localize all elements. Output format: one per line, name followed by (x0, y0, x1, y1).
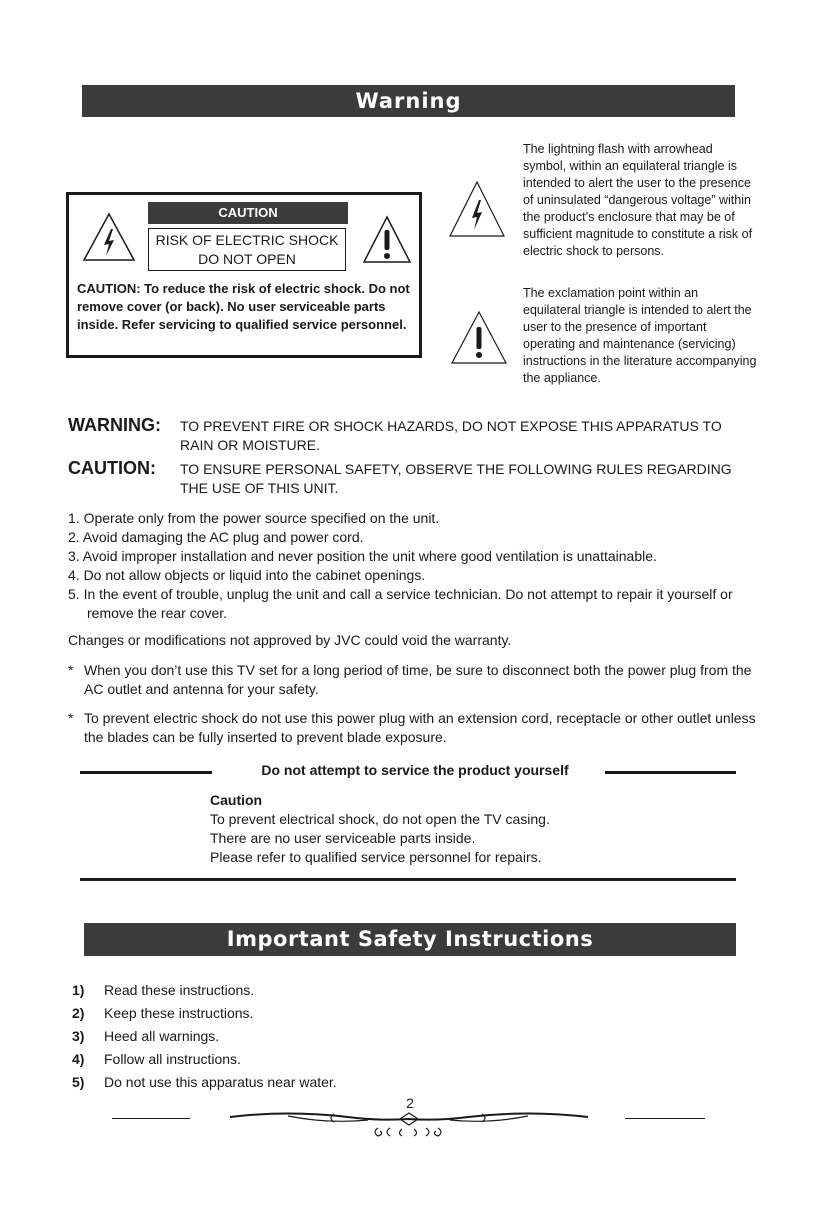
footer-line-right (625, 1118, 705, 1119)
note-text: To prevent electric shock do not use this power plug with an extension cord, receptacle or other outlet unless the blades can be fully inserted to prevent blade exposure. (84, 710, 756, 745)
instruction-number: 5) (72, 1074, 85, 1090)
safety-rules-list (68, 509, 768, 623)
caution-box-text: CAUTION: To reduce the risk of electric shock. Do not remove cover (or back). No user serviceable parts inside. Refer servicing to qualified service personnel. (77, 281, 410, 332)
instruction-number: 4) (72, 1051, 85, 1067)
page-number: 2 (406, 1095, 414, 1111)
safety-instructions-list (72, 979, 337, 1094)
note-item (68, 661, 758, 699)
instruction-item (72, 1048, 337, 1071)
warning-label: WARNING: (68, 415, 161, 435)
instruction-number: 2) (72, 1005, 85, 1021)
instruction-text: Follow all instructions. (104, 1051, 241, 1067)
instruction-item (72, 1025, 337, 1048)
risk-line-2: DO NOT OPEN (198, 251, 296, 267)
safety-title-bar (84, 923, 736, 956)
instruction-item (72, 1002, 337, 1025)
risk-line-1: RISK OF ELECTRIC SHOCK (155, 232, 339, 248)
service-caution-line: There are no user serviceable parts inside. (210, 830, 476, 846)
warning-title: Warning (355, 89, 462, 113)
rule-item: 1. Operate only from the power source specified on the unit. (68, 510, 440, 526)
caution-label: CAUTION: (68, 458, 156, 478)
rule-item: 3. Avoid improper installation and never position the unit where good ventilation is unattainable. (68, 548, 657, 564)
exclamation-symbol-icon (450, 310, 508, 365)
footer-line-left (112, 1118, 190, 1119)
instruction-item (72, 979, 337, 1002)
lightning-triangle-icon (82, 212, 136, 262)
exclamation-triangle-icon (362, 215, 412, 265)
warning-statement: TO PREVENT FIRE OR SHOCK HAZARDS, DO NOT EXPOSE THIS APPARATUS TO RAIN OR MOISTURE. (180, 418, 722, 453)
note-bullet: * (68, 662, 74, 678)
safety-title: Important Safety Instructions (226, 927, 594, 951)
rule-item: 2. Avoid damaging the AC plug and power cord. (68, 529, 364, 545)
service-divider-right (605, 771, 736, 774)
service-divider-bottom (80, 878, 736, 881)
instruction-number: 3) (72, 1028, 85, 1044)
note-bullet: * (68, 710, 74, 726)
service-caution-line: Please refer to qualified service personnel for repairs. (210, 849, 542, 865)
risk-of-shock-box (148, 228, 346, 271)
note-item (68, 709, 758, 747)
caution-statement: TO ENSURE PERSONAL SAFETY, OBSERVE THE FOLLOWING RULES REGARDING THE USE OF THIS UNIT. (180, 461, 732, 496)
note-text: When you don’t use this TV set for a long period of time, be sure to disconnect both the power plug from the AC outlet and antenna for your safety. (84, 662, 752, 697)
service-caution-line: To prevent electrical shock, do not open the TV casing. (210, 811, 550, 827)
rule-item: 5. In the event of trouble, unplug the unit and call a service technician. Do not attempt to repair it yourself or remove the rear cover. (68, 586, 733, 621)
instruction-text: Read these instructions. (104, 982, 255, 998)
instruction-number: 1) (72, 982, 85, 998)
service-heading: Do not attempt to service the product yourself (261, 762, 569, 778)
warning-title-bar (82, 85, 735, 117)
instruction-text: Heed all warnings. (104, 1028, 220, 1044)
lightning-symbol-icon (448, 180, 506, 238)
lightning-symbol-description: The lightning flash with arrowhead symbol, within an equilateral triangle is intended to alert the user to the presence of uninsulated “dangerous voltage” within the product’s enclosure that may be of sufficient magnitude to constitute a risk of electric shock to persons. (523, 142, 753, 258)
instruction-text: Keep these instructions. (104, 1005, 254, 1021)
instruction-text: Do not use this apparatus near water. (104, 1074, 337, 1090)
changes-notice: Changes or modifications not approved by JVC could void the warranty. (68, 632, 512, 648)
caution-header: CAUTION (148, 202, 348, 224)
service-caution-block (210, 791, 550, 867)
rule-item: 4. Do not allow objects or liquid into the cabinet openings. (68, 567, 426, 583)
service-caution-title: Caution (210, 792, 263, 808)
exclamation-symbol-description: The exclamation point within an equilateral triangle is intended to alert the user to the presence of important operating and maintenance (servicing) instructions in the literature accompanying the appliance. (523, 286, 757, 385)
instruction-item (72, 1071, 337, 1094)
